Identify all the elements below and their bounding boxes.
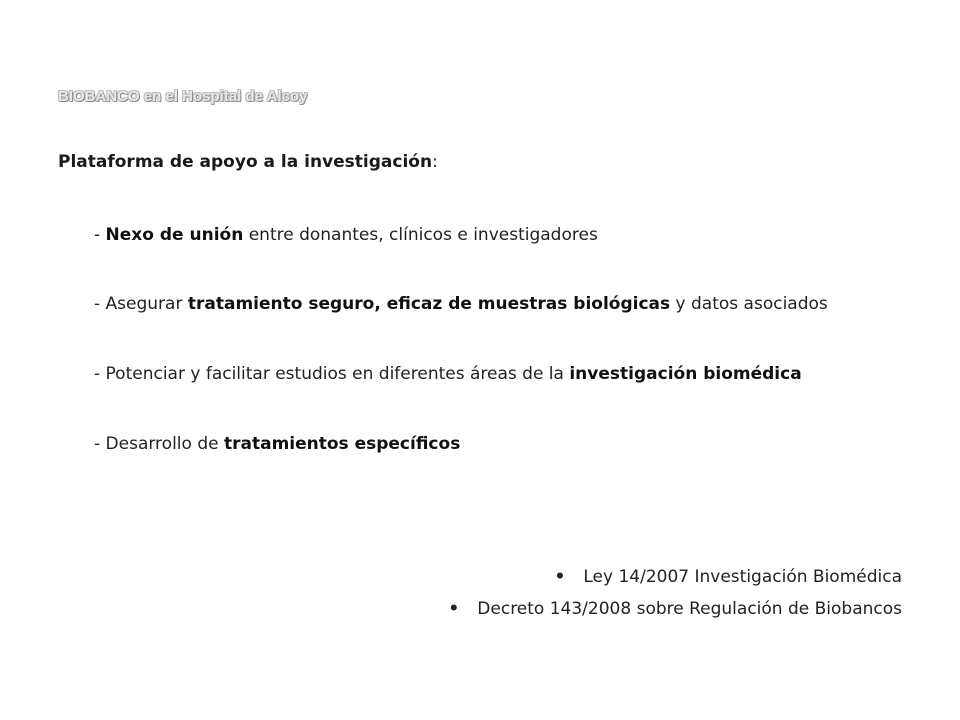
list-item: [94, 225, 598, 245]
list-item-rest: y datos asociados: [670, 294, 828, 314]
list-item-bold: Nexo de unión: [105, 225, 244, 245]
bullet-icon: •: [554, 567, 566, 587]
list-item: [94, 294, 828, 314]
list-item: [94, 364, 802, 384]
reference-text: Ley 14/2007 Investigación Biomédica: [583, 567, 902, 587]
list-item: [94, 434, 460, 454]
reference-item: [448, 567, 902, 587]
section-heading: [58, 152, 438, 172]
references-list: [448, 567, 902, 631]
list-item-prefix: -: [94, 225, 106, 245]
list-item-prefix: - Potenciar y facilitar estudios en diferentes áreas de la: [94, 364, 570, 384]
reference-text: Decreto 143/2008 sobre Regulación de Biobancos: [477, 599, 902, 619]
bullet-icon: •: [448, 599, 460, 619]
reference-item: [448, 599, 902, 619]
section-heading-bold: Plataforma de apoyo a la investigación: [58, 152, 433, 172]
list-item-rest: entre donantes, clínicos e investigadores: [243, 225, 598, 245]
section-heading-colon: :: [432, 152, 438, 172]
slide-title: BIOBANCO en el Hospital de Alcoy: [58, 88, 308, 105]
list-item-bold: investigación biomédica: [569, 364, 802, 384]
list-item-bold: tratamientos específicos: [223, 434, 461, 454]
list-item-prefix: - Desarrollo de: [94, 434, 224, 454]
list-item-prefix: - Asegurar: [94, 294, 188, 314]
list-item-bold: tratamiento seguro, eficaz de muestras biológicas: [187, 294, 671, 314]
